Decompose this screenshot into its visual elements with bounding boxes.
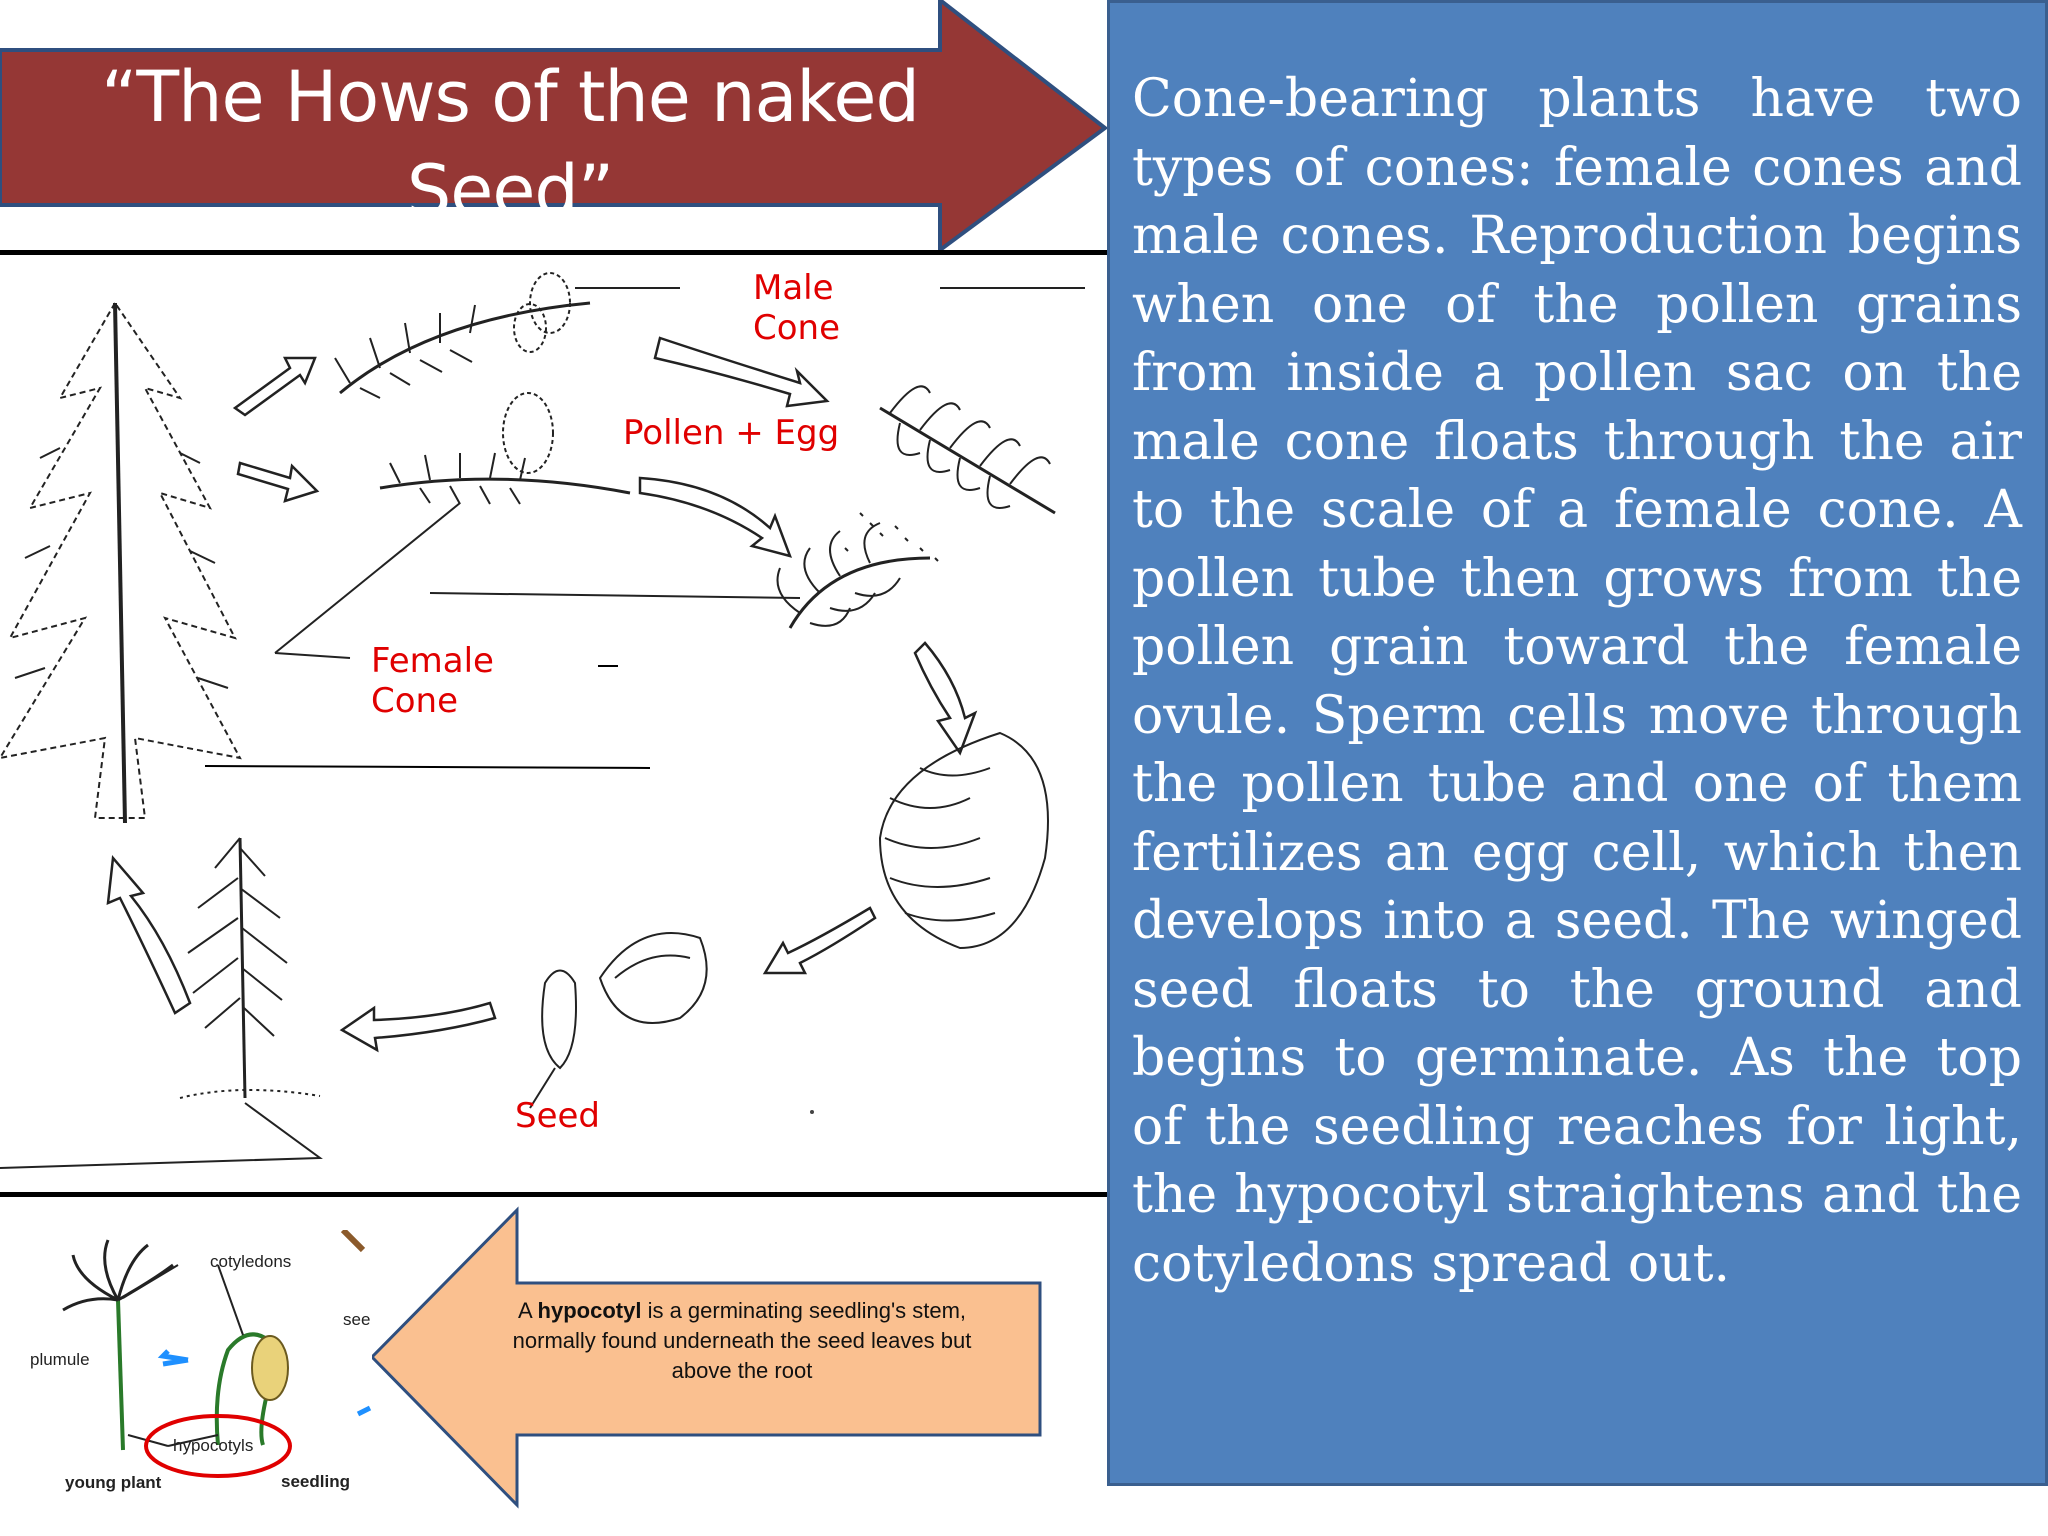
slide-title	[40, 50, 980, 238]
definition-prefix: A	[517, 1298, 532, 1323]
male-cone-branch-icon	[335, 273, 1085, 398]
pine-tree-icon	[0, 303, 240, 823]
label-male-cone-line1: Male	[753, 268, 834, 308]
label-seed-partial: see	[343, 1310, 371, 1329]
arrow-5-icon	[915, 643, 975, 753]
arrow-4-icon	[640, 478, 790, 556]
female-cone-branch-icon	[275, 393, 630, 658]
title-line-2: Seed”	[406, 150, 614, 232]
label-seedling: seedling	[281, 1472, 350, 1491]
top-divider	[0, 250, 1107, 255]
definition-body: is a germinating seedling's stem, normally found underneath the seed leaves but above the root	[512, 1298, 972, 1383]
arrow-7-icon	[342, 1003, 495, 1050]
description-paragraph: Cone-bearing plants have two types of cones: female cones and male cones. Reproduction begins when one of the pollen grains from inside a pollen sac on the male cone floats through the air to the scale of a female cone. A pollen tube then grows from the pollen grain toward the female ovule. Sperm cells move through the pollen tube and one of them fertilizes an egg cell, which then develops into a seed. The winged seed floats to the ground and begins to germinate. As the top of the seedling reaches for light, the hypocotyl straightens and the cotyledons spread out.	[1132, 69, 2022, 1294]
definition-term: hypocotyl	[537, 1298, 642, 1323]
hypocotyl-definition	[486, 1296, 998, 1386]
cycle-arrows	[108, 338, 975, 1050]
pollen-sac-icon	[845, 386, 1055, 561]
label-male-cone	[753, 268, 840, 348]
label-female-cone-line1: Female	[371, 641, 494, 681]
arrow-3-icon	[655, 338, 827, 406]
label-pollen-egg: Pollen + Egg	[623, 413, 840, 453]
label-seed: Seed	[515, 1096, 600, 1136]
label-cotyledons: cotyledons	[210, 1252, 292, 1271]
pine-life-cycle-diagram	[0, 258, 1090, 1183]
arrow-8-icon	[108, 858, 190, 1013]
bottom-divider	[0, 1192, 1107, 1197]
label-plumule: plumule	[30, 1350, 90, 1369]
arrow-1-icon	[235, 358, 315, 415]
hypocotyl-diagram	[18, 1230, 378, 1500]
title-line-1: “The Hows of the naked	[101, 56, 919, 138]
seedling-icon	[0, 838, 320, 1168]
pollination-branch-icon	[430, 523, 930, 628]
winged-seed-icon	[530, 933, 707, 1108]
label-female-cone	[371, 641, 494, 721]
label-hypocotyls: hypocotyls	[173, 1436, 254, 1455]
mature-cone-icon	[880, 733, 1048, 948]
arrow-6-icon	[765, 908, 875, 973]
life-cycle-illustration	[0, 258, 1090, 1183]
description-text-box	[1107, 0, 2048, 1486]
label-young-plant: young plant	[65, 1473, 162, 1492]
label-male-cone-line2: Cone	[753, 308, 841, 348]
arrow-2-icon	[238, 463, 317, 501]
label-female-cone-line2: Cone	[371, 681, 459, 721]
